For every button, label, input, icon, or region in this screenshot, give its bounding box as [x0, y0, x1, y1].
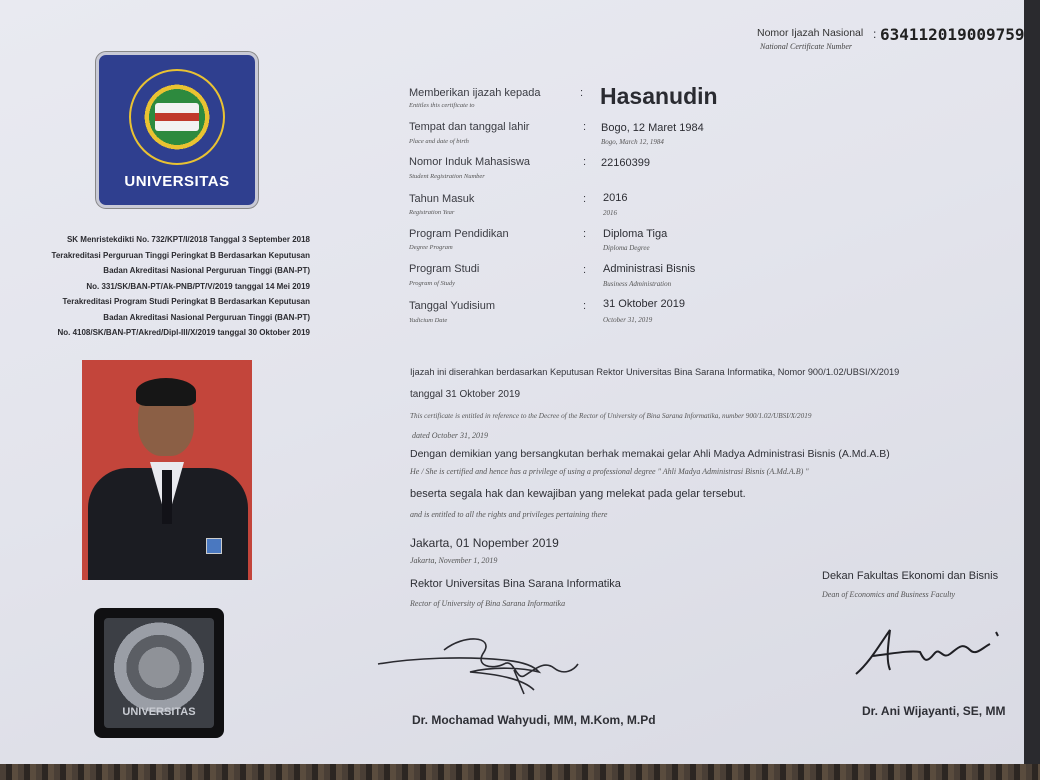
field-colon: :: [583, 228, 587, 240]
dean-title-en: Dean of Economics and Business Faculty: [822, 590, 956, 599]
accreditation-line: Terakreditasi Perguruan Tinggi Peringkat B Berdasarkan Keputusan: [51, 250, 310, 260]
field-label-en: Degree Program: [409, 244, 453, 251]
accreditation-line: SK Menristekdikti No. 732/KPT/I/2018 Tanggal 3 September 2018: [66, 235, 310, 244]
decree-line-2-en: dated October 31, 2019: [412, 431, 488, 440]
rector-title: Rektor Universitas Bina Sarana Informatika: [410, 578, 621, 590]
national-number-label-en: National Certificate Number: [760, 42, 852, 51]
rector-signature-icon: [374, 630, 584, 704]
field-colon: :: [583, 264, 587, 276]
field-value-en: October 31, 2019: [603, 316, 653, 324]
logo-emblem-icon: [125, 65, 229, 169]
dean-title: Dekan Fakultas Ekonomi dan Bisnis: [822, 570, 999, 582]
field-value-en: Bogo, March 12, 1984: [601, 138, 664, 146]
field-colon: :: [583, 156, 587, 168]
graduate-photo: [82, 360, 252, 580]
field-label: Memberikan ijazah kepada: [409, 87, 541, 99]
accreditation-block: [6, 232, 310, 341]
field-label: Tempat dan tanggal lahir: [409, 121, 530, 133]
place-date: Jakarta, 01 Nopember 2019: [410, 536, 559, 550]
dean-name: Dr. Ani Wijayanti, SE, MM: [862, 704, 1006, 718]
field-colon: :: [583, 300, 587, 312]
logo-emblem: [125, 65, 229, 169]
accreditation-line: No. 331/SK/BAN-PT/Ak-PNB/PT/V/2019 tanggal 14 Mei 2019: [86, 281, 310, 291]
lapel-badge-icon: [206, 538, 222, 554]
hologram-seal: [94, 608, 224, 738]
field-label-en: Student Registration Number: [409, 173, 485, 180]
national-number-value: 634112019009759: [880, 25, 1025, 44]
field-label: Tanggal Yudisium: [409, 300, 496, 312]
university-logo: [96, 52, 258, 208]
field-value: 31 Oktober 2019: [603, 298, 685, 310]
degree-title-line-en: He / She is certified and hence has a privilege of using a professional degree " Ahli Madya Administrasi Bisnis (A.Md.A.B) ": [410, 467, 809, 476]
decree-line-1: Ijazah ini diserahkan berdasarkan Keputusan Rektor Universitas Bina Sarana Informatika, Nomor 900/1.02/UBSI/X/2019: [410, 367, 900, 377]
field-label-en: Yudicium Date: [409, 317, 448, 324]
field-label: Program Pendidikan: [409, 228, 509, 240]
accreditation-line: Badan Akreditasi Nasional Perguruan Tinggi (BAN-PT): [103, 312, 310, 322]
rector-title-en: Rector of University of Bina Sarana Informatika: [410, 599, 566, 608]
background-edge-bottom: [0, 764, 1040, 780]
field-value-en: 2016: [603, 209, 617, 217]
field-value-en: Business Administration: [603, 280, 672, 288]
field-value-en: Diploma Degree: [603, 244, 650, 252]
rights-line: beserta segala hak dan kewajiban yang melekat pada gelar tersebut.: [410, 488, 746, 500]
dean-signature-icon: [850, 624, 1010, 684]
field-value: Diploma Tiga: [603, 228, 668, 240]
place-date-en: Jakarta, November 1, 2019: [410, 556, 498, 565]
accreditation-line: Terakreditasi Program Studi Peringkat B Berdasarkan Keputusan: [62, 297, 310, 306]
logo-caption: UNIVERSITAS: [124, 173, 230, 190]
rector-name: Dr. Mochamad Wahyudi, MM, M.Kom, M.Pd: [412, 713, 656, 727]
national-number-colon: :: [873, 27, 877, 41]
accreditation-line: Badan Akreditasi Nasional Perguruan Tinggi (BAN-PT): [103, 266, 310, 275]
field-value: Administrasi Bisnis: [603, 263, 696, 275]
field-label: Nomor Induk Mahasiswa: [409, 156, 531, 168]
field-colon: :: [583, 193, 587, 205]
field-label-en: Program of Study: [409, 280, 455, 287]
field-label: Tahun Masuk: [409, 193, 475, 205]
field-label: Program Studi: [409, 263, 480, 275]
field-value: 22160399: [601, 157, 650, 169]
field-label-en: Place and date of birth: [409, 138, 469, 145]
field-value: 2016: [603, 192, 628, 204]
background-edge-right: [1024, 0, 1040, 780]
rights-line-en: and is entitled to all the rights and privileges pertaining there: [410, 510, 608, 519]
field-colon: :: [580, 87, 584, 99]
field-colon: :: [583, 121, 587, 133]
field-label-en: Entitles this certificate to: [409, 102, 475, 109]
field-value: Bogo, 12 Maret 1984: [601, 122, 704, 134]
degree-title-line: Dengan demikian yang bersangkutan berhak memakai gelar Ahli Madya Administrasi Bisnis (A.Md.A.B): [410, 448, 890, 460]
field-label-en: Registration Year: [409, 209, 455, 216]
recipient-name: Hasanudin: [600, 83, 718, 109]
national-number-label: Nomor Ijazah Nasional: [757, 27, 864, 39]
decree-line-2: tanggal 31 Oktober 2019: [410, 389, 521, 400]
hologram-caption: UNIVERSITAS: [122, 706, 196, 718]
accreditation-line: No. 4108/SK/BAN-PT/Akred/Dipl-III/X/2019 tanggal 30 Oktober 2019: [57, 328, 310, 337]
decree-line-1-en: This certificate is entitled in reference to the Decree of the Rector of University of Bina Sarana Informatika, number 900/1.02/UBSI/X/2019: [410, 412, 812, 420]
